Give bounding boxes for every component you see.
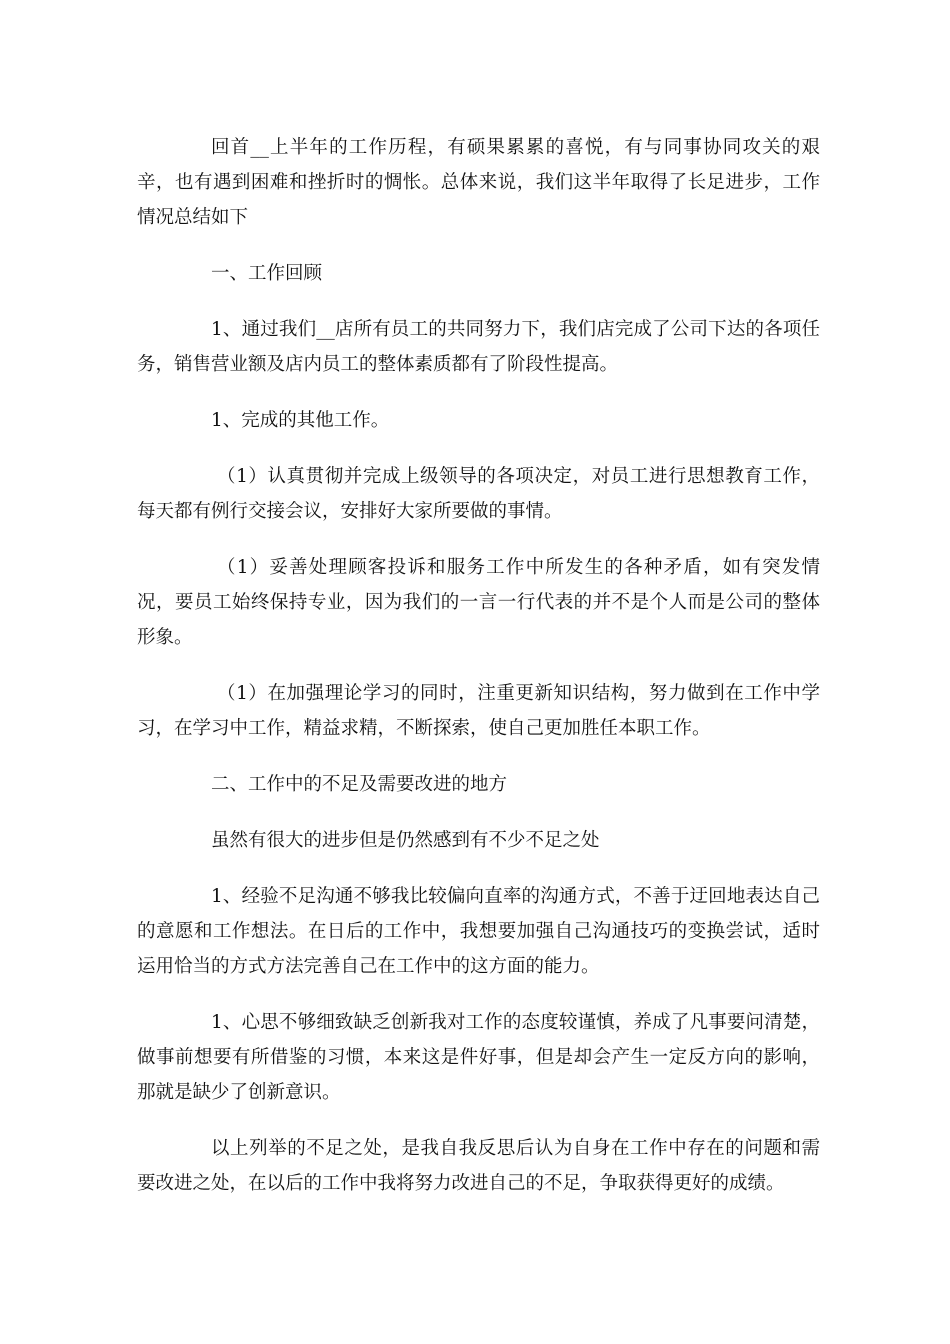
paragraph-other-work: 1、完成的其他工作。	[211, 410, 390, 431]
paragraph-innovation: 1、心思不够细致缺乏创新我对工作的态度较谨慎，养成了凡事要问清楚，做事前想要有所借鉴的习惯，本来这是件好事，但是却会产生一定反方向的影响，那就是缺少了创新意识。	[137, 1012, 820, 1103]
intro-paragraph: 回首__上半年的工作历程，有硕果累累的喜悦，有与同事协同攻关的艰辛，也有遇到困难和挫折时的惆怅。总体来说，我们这半年取得了长足进步，工作情况总结如下	[137, 137, 820, 228]
paragraph-communication: 1、经验不足沟通不够我比较偏向直率的沟通方式，不善于迂回地表达自己的意愿和工作想法。在日后的工作中，我想要加强自己沟通技巧的变换尝试，适时运用恰当的方式方法完善自己在工作中的这方面的能力。	[137, 886, 820, 977]
paragraph-store-tasks: 1、通过我们__店所有员工的共同努力下，我们店完成了公司下达的各项任务，销售营业额及店内员工的整体素质都有了阶段性提高。	[137, 319, 820, 375]
paragraph-conclusion: 以上列举的不足之处，是我自我反思后认为自身在工作中存在的问题和需要改进之处，在以后的工作中我将努力改进自己的不足，争取获得更好的成绩。	[137, 1138, 820, 1194]
paragraph-item-decisions: （1）认真贯彻并完成上级领导的各项决定，对员工进行思想教育工作，每天都有例行交接会议，安排好大家所要做的事情。	[137, 466, 820, 522]
paragraph-item-learning: （1）在加强理论学习的同时，注重更新知识结构，努力做到在工作中学习，在学习中工作，精益求精，不断探索，使自己更加胜任本职工作。	[137, 683, 820, 739]
paragraph-item-complaints: （1）妥善处理顾客投诉和服务工作中所发生的各种矛盾，如有突发情况，要员工始终保持专业，因为我们的一言一行代表的并不是个人而是公司的整体形象。	[137, 557, 820, 648]
section-heading-shortcomings: 二、工作中的不足及需要改进的地方	[211, 774, 508, 795]
paragraph-shortcomings-intro: 虽然有很大的进步但是仍然感到有不少不足之处	[211, 830, 600, 851]
section-heading-work-review: 一、工作回顾	[211, 263, 323, 284]
document-body	[137, 130, 820, 1222]
